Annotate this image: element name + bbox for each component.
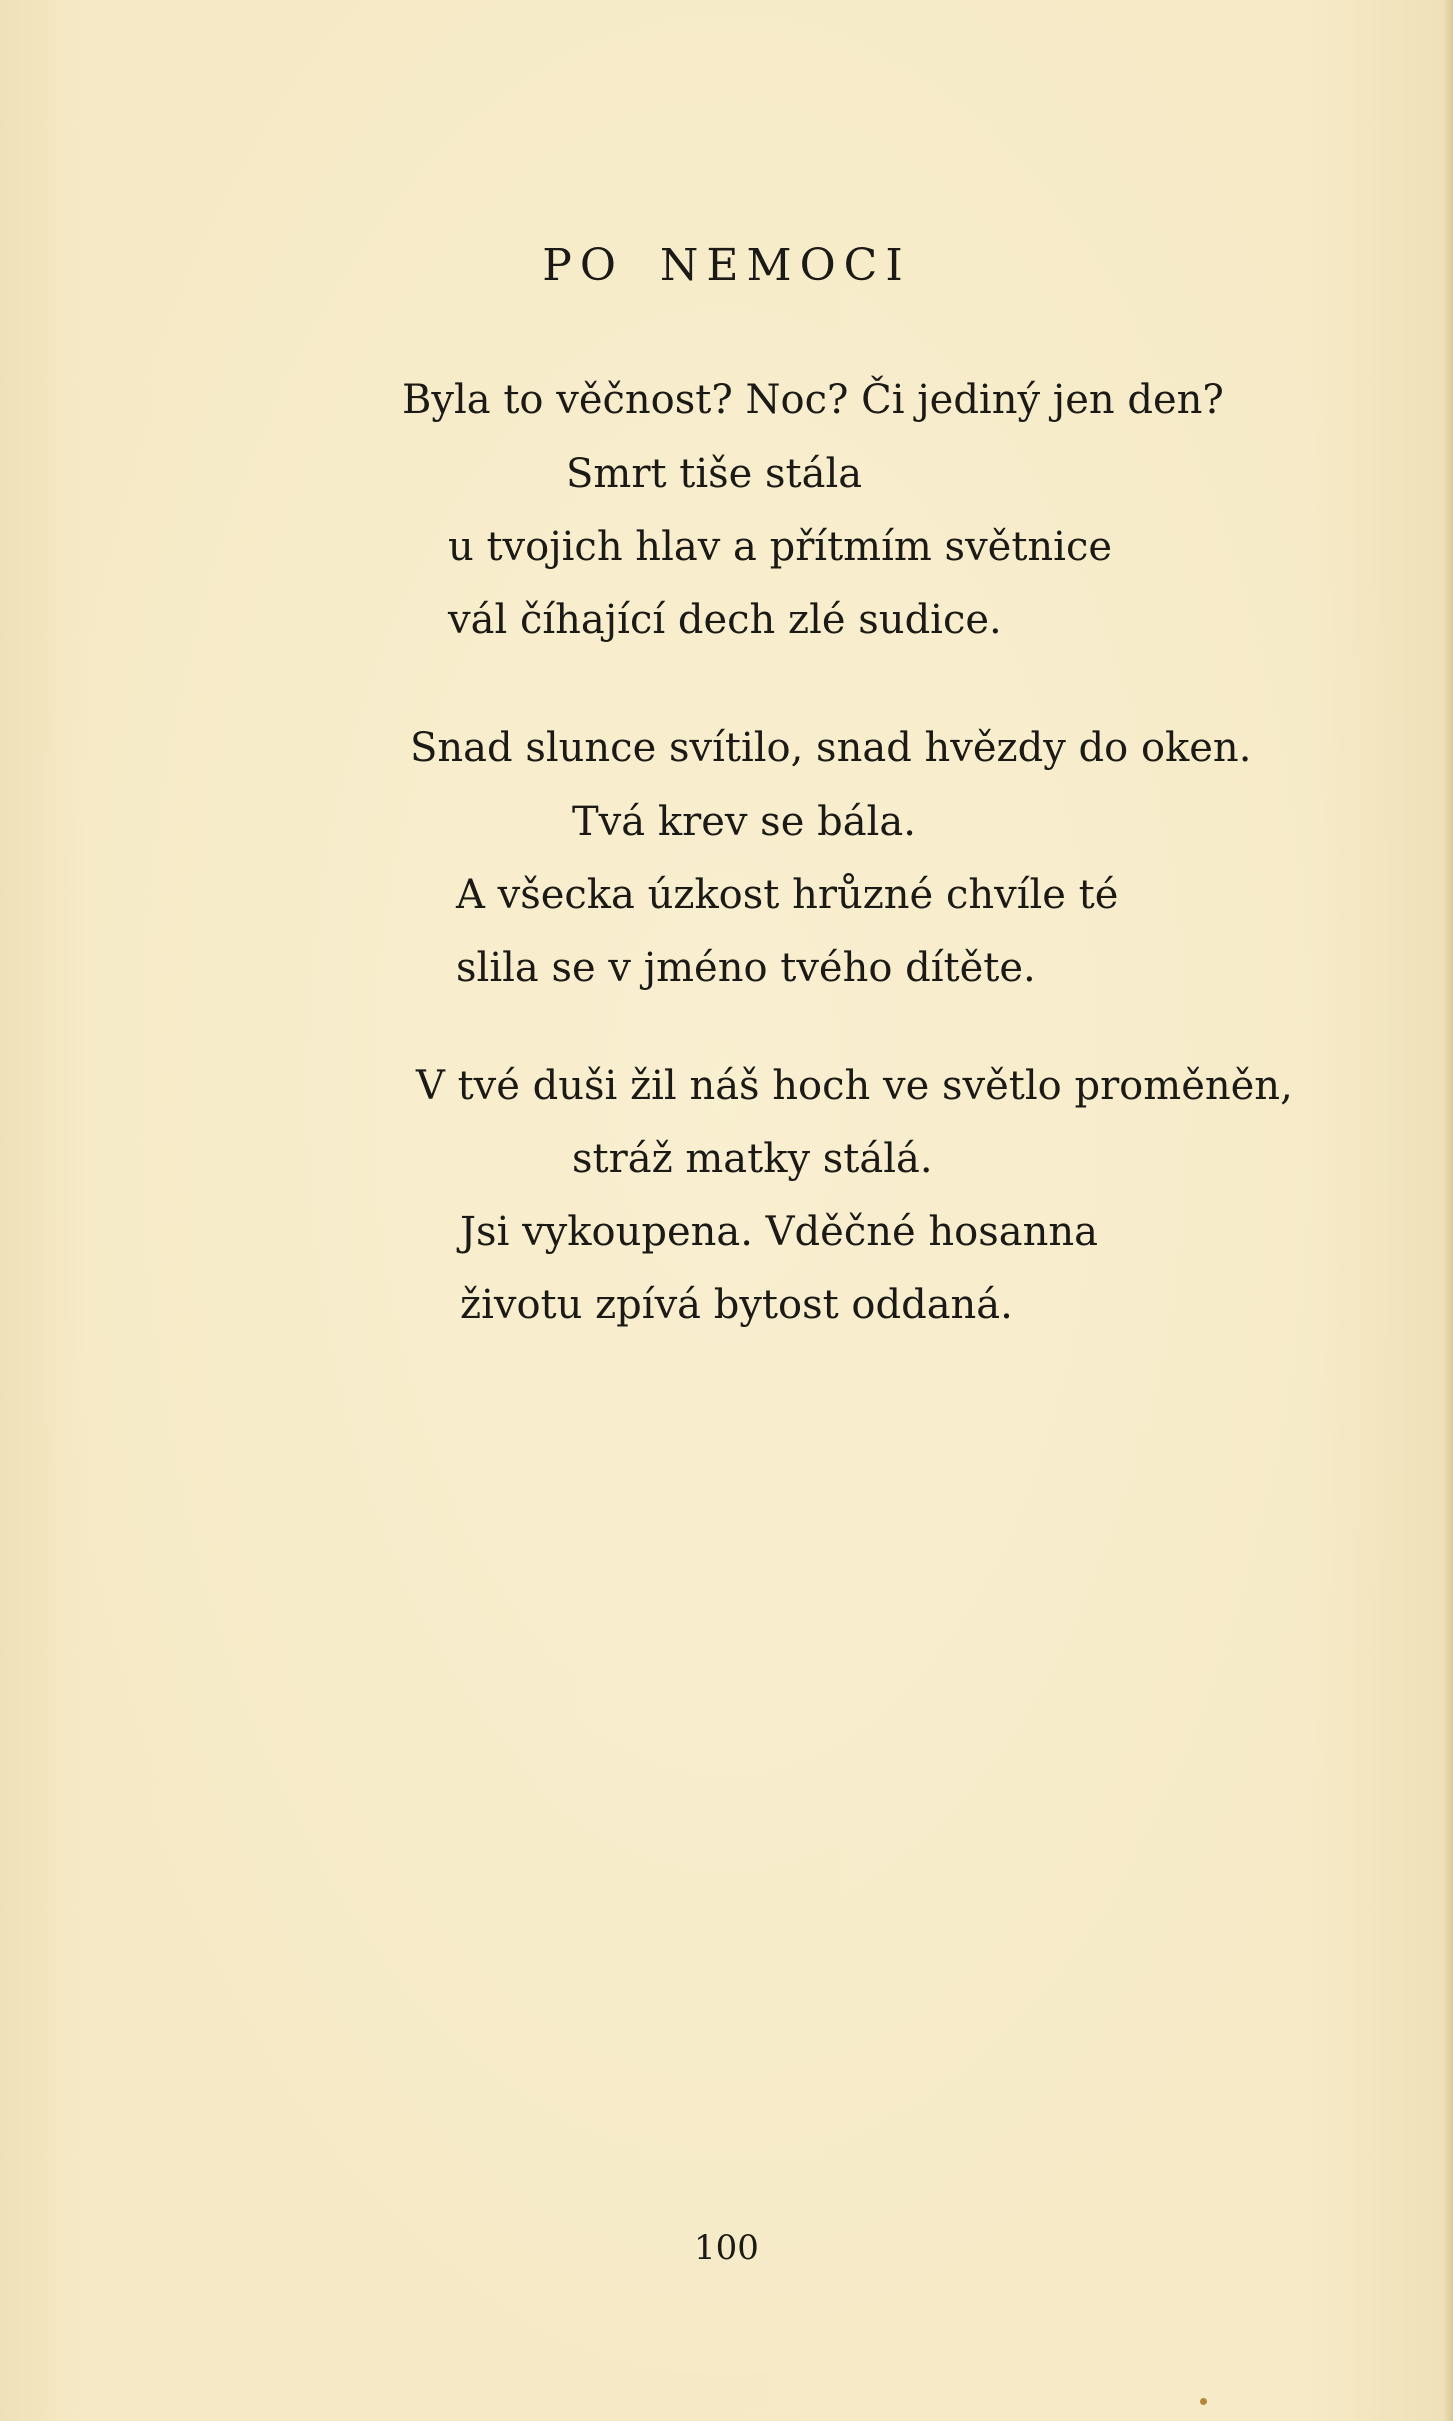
stanza-3-line-4: životu zpívá bytost oddaná. <box>460 1282 1013 1328</box>
stanza-3-line-1: V tvé duši žil náš hoch ve světlo proměněn, <box>416 1063 1293 1109</box>
stanza-3-line-2: stráž matky stálá. <box>572 1136 933 1182</box>
page-edge-shadow <box>1443 0 1453 2421</box>
stanza-2-line-1: Snad slunce svítilo, snad hvězdy do oken. <box>410 725 1252 771</box>
page-number: 100 <box>694 2228 759 2268</box>
stanza-1-line-4: vál číhající dech zlé sudice. <box>448 597 1002 643</box>
poem-title: PO NEMOCI <box>542 240 911 291</box>
stanza-1-line-2: Smrt tiše stála <box>566 451 863 497</box>
stanza-1-line-1: Byla to věčnost? Noc? Či jediný jen den? <box>402 377 1224 423</box>
stanza-1-line-3: u tvojich hlav a přítmím světnice <box>448 524 1113 570</box>
stanza-2-line-2: Tvá krev se bála. <box>572 799 916 845</box>
stanza-2-line-4: slila se v jméno tvého dítěte. <box>456 945 1036 991</box>
stanza-3-line-3: Jsi vykoupena. Vděčné hosanna <box>460 1209 1098 1255</box>
paper-speck <box>1200 2398 1207 2405</box>
stanza-2-line-3: A všecka úzkost hrůzné chvíle té <box>456 872 1119 918</box>
